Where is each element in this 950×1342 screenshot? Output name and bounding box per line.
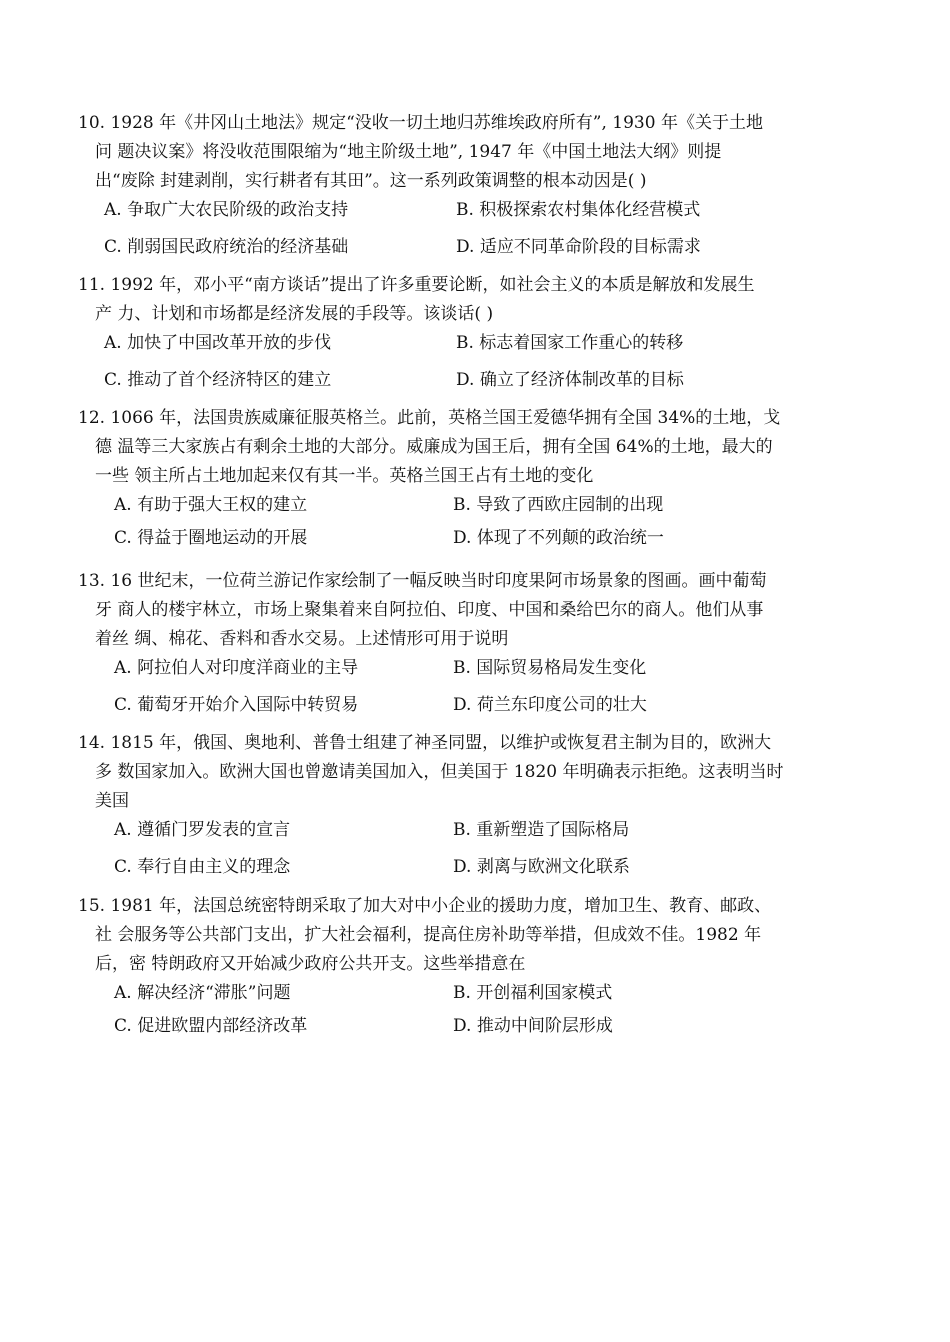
answer-options bbox=[78, 816, 878, 890]
option-b[interactable]: B. 标志着国家工作重心的转移 bbox=[456, 333, 684, 353]
question-stem-line: 产 力、计划和市场都是经济发展的手段等。该谈话( ) bbox=[95, 304, 494, 324]
question-stem-line: 11. 1992 年，邓小平“南方谈话”提出了许多重要论断，如社会主义的本质是解放和发展生 bbox=[78, 275, 755, 295]
question-stem-line: 10. 1928 年《井冈山土地法》规定“没收一切土地归苏维埃政府所有”, 1930 年《关于土地 bbox=[78, 113, 763, 133]
option-b[interactable]: B. 开创福利国家模式 bbox=[453, 983, 613, 1003]
option-c[interactable]: C. 削弱国民政府统治的经济基础 bbox=[104, 237, 349, 257]
question-stem-line: 着丝 绸、棉花、香料和香水交易。上述情形可用于说明 bbox=[95, 629, 509, 649]
question-10 bbox=[78, 109, 878, 270]
question-14 bbox=[78, 729, 878, 890]
option-b[interactable]: B. 重新塑造了国际格局 bbox=[453, 820, 630, 840]
question-stem-line: 一些 领主所占土地加起来仅有其一半。英格兰国王占有土地的变化 bbox=[95, 466, 594, 486]
option-a[interactable]: A. 阿拉伯人对印度洋商业的主导 bbox=[114, 658, 359, 678]
answer-options bbox=[78, 196, 878, 270]
option-a[interactable]: A. 有助于强大王权的建立 bbox=[114, 495, 308, 515]
answer-options bbox=[78, 979, 878, 1053]
answer-options bbox=[78, 491, 878, 565]
question-stem-line: 13. 16 世纪末，一位荷兰游记作家绘制了一幅反映当时印度果阿市场景象的图画。画中葡萄 bbox=[78, 571, 767, 591]
option-c[interactable]: C. 促进欧盟内部经济改革 bbox=[114, 1016, 308, 1036]
option-c[interactable]: C. 奉行自由主义的理念 bbox=[114, 857, 291, 877]
option-d[interactable]: D. 适应不同革命阶段的目标需求 bbox=[456, 237, 701, 257]
option-c[interactable]: C. 得益于圈地运动的开展 bbox=[114, 528, 308, 548]
option-d[interactable]: D. 荷兰东印度公司的壮大 bbox=[453, 695, 647, 715]
question-stem-line: 牙 商人的楼宇林立，市场上聚集着来自阿拉伯、印度、中国和桑给巴尔的商人。他们从事 bbox=[95, 600, 764, 620]
option-d[interactable]: D. 推动中间阶层形成 bbox=[453, 1016, 613, 1036]
question-stem-line: 德 温等三大家族占有剩余土地的大部分。威廉成为国王后，拥有全国 64%的土地，最大的 bbox=[95, 437, 773, 457]
option-b[interactable]: B. 导致了西欧庄园制的出现 bbox=[453, 495, 664, 515]
option-a[interactable]: A. 争取广大农民阶级的政治支持 bbox=[104, 200, 349, 220]
question-stem-line: 社 会服务等公共部门支出，扩大社会福利，提高住房补助等举措，但成效不佳。1982 年 bbox=[95, 925, 762, 945]
option-d[interactable]: D. 剥离与欧洲文化联系 bbox=[453, 857, 630, 877]
question-stem-line: 出“废除 封建剥削，实行耕者有其田”。这一系列政策调整的根本动因是( ) bbox=[95, 171, 647, 191]
option-c[interactable]: C. 推动了首个经济特区的建立 bbox=[104, 370, 332, 390]
question-stem-line: 后，密 特朗政府又开始减少政府公共开支。这些举措意在 bbox=[95, 954, 526, 974]
option-d[interactable]: D. 确立了经济体制改革的目标 bbox=[456, 370, 684, 390]
option-b[interactable]: B. 积极探索农村集体化经营模式 bbox=[456, 200, 701, 220]
answer-options bbox=[78, 329, 878, 403]
question-stem-line: 美国 bbox=[95, 791, 129, 811]
question-stem-line: 多 数国家加入。欧洲大国也曾邀请美国加入，但美国于 1820 年明确表示拒绝。这表明当时 bbox=[95, 762, 784, 782]
question-stem-line: 14. 1815 年，俄国、奥地利、普鲁士组建了神圣同盟，以维护或恢复君主制为目的，欧洲大 bbox=[78, 733, 772, 753]
answer-options bbox=[78, 654, 878, 728]
question-stem-line: 15. 1981 年，法国总统密特朗采取了加大对中小企业的援助力度，增加卫生、教育、邮政、 bbox=[78, 896, 772, 916]
option-a[interactable]: A. 解决经济“滞胀”问题 bbox=[114, 983, 291, 1003]
option-c[interactable]: C. 葡萄牙开始介入国际中转贸易 bbox=[114, 695, 359, 715]
question-stem-line: 问 题决议案》将没收范围限缩为“地主阶级土地”, 1947 年《中国土地法大纲》则提 bbox=[95, 142, 722, 162]
option-b[interactable]: B. 国际贸易格局发生变化 bbox=[453, 658, 647, 678]
question-13 bbox=[78, 567, 878, 728]
question-11 bbox=[78, 271, 878, 403]
option-a[interactable]: A. 加快了中国改革开放的步伐 bbox=[104, 333, 332, 353]
question-12 bbox=[78, 404, 878, 565]
question-15 bbox=[78, 892, 878, 1053]
question-stem-line: 12. 1066 年，法国贵族威廉征服英格兰。此前，英格兰国王爱德华拥有全国 34%的土地，戈 bbox=[78, 408, 781, 428]
option-a[interactable]: A. 遵循门罗发表的宣言 bbox=[114, 820, 291, 840]
option-d[interactable]: D. 体现了不列颠的政治统一 bbox=[453, 528, 664, 548]
